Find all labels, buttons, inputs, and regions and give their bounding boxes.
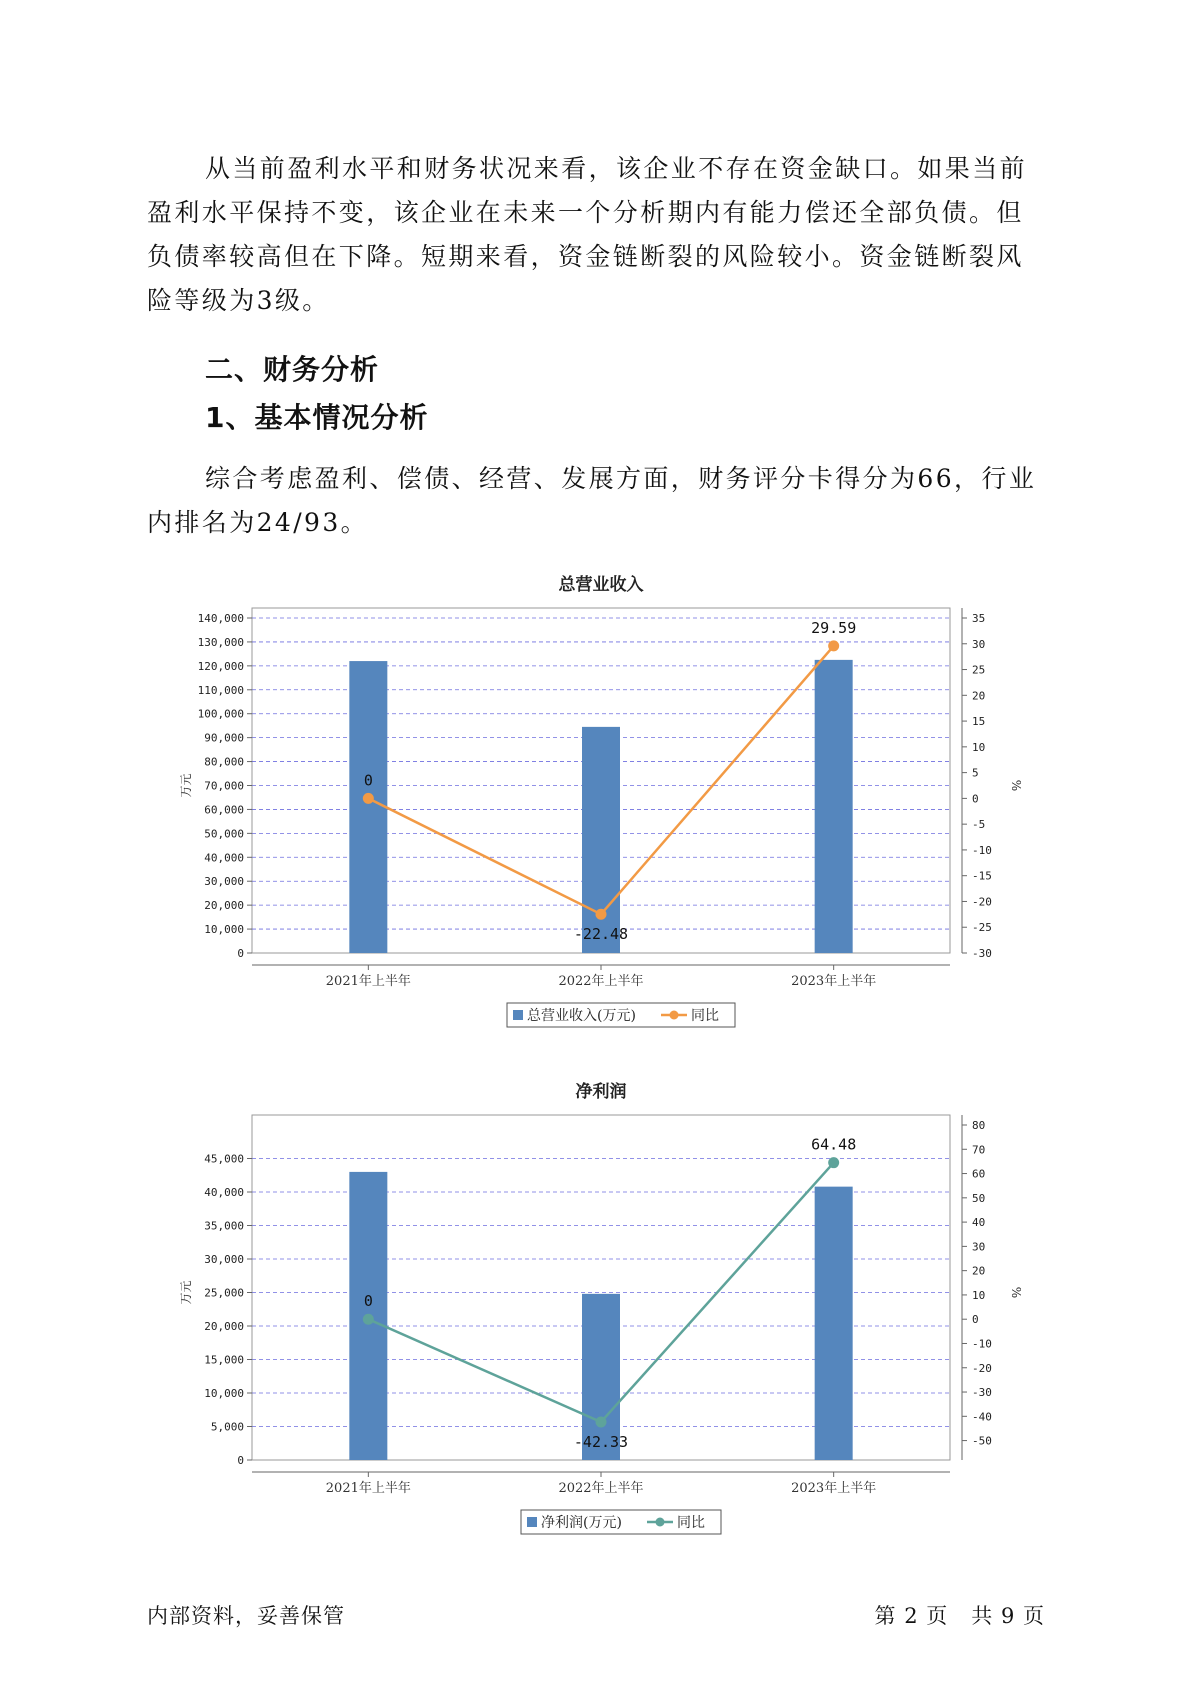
bar	[815, 1187, 853, 1460]
y-tick-label: 40,000	[204, 1186, 244, 1199]
yoy-point	[363, 793, 374, 804]
y2-tick-label: 25	[972, 663, 986, 677]
paragraph-line: 负债率较高但在下降。短期来看，资金链断裂的风险较小。资金链断裂风	[147, 242, 1024, 271]
paragraph-line: 内排名为24/93。	[147, 508, 369, 537]
y-tick-label: 0	[237, 947, 244, 960]
y2-tick-label: -25	[972, 921, 992, 935]
legend-bar-label: 净利润(万元)	[541, 1515, 622, 1531]
chart-title: 净利润	[575, 1082, 627, 1102]
y-tick-label: 10,000	[204, 923, 244, 937]
paragraph-line: 盈利水平保持不变，该企业在未来一个分析期内有能力偿还全部负债。但	[147, 198, 1024, 227]
x-tick-label: 2022年上半年	[558, 1481, 644, 1496]
y2-axis-title: %	[1009, 1286, 1023, 1299]
x-tick-label: 2023年上半年	[791, 974, 877, 989]
y-tick-label: 45,000	[204, 1152, 244, 1166]
legend-bar-label: 总营业收入(万元)	[527, 1008, 636, 1024]
paragraph-line: 综合考虑盈利、偿债、经营、发展方面，财务评分卡得分为66，行业	[205, 464, 1037, 493]
y2-tick-label: 10	[972, 1288, 986, 1302]
footer-confidential: 内部资料，妥善保管	[147, 1604, 345, 1628]
subsection-heading: 1、基本情况分析	[205, 401, 429, 434]
y-tick-label: 140,000	[197, 612, 244, 625]
x-tick-label: 2023年上半年	[791, 1481, 877, 1496]
score-paragraph	[147, 457, 1045, 545]
legend-line-marker	[656, 1518, 665, 1527]
data-label: 64.48	[811, 1135, 857, 1154]
y-tick-label: 15,000	[204, 1353, 244, 1367]
y-tick-label: 70,000	[204, 779, 244, 793]
y-tick-label: 30,000	[204, 1253, 244, 1266]
summary-paragraph	[147, 147, 1045, 323]
legend-line-label: 同比	[677, 1515, 705, 1531]
bar	[349, 661, 387, 953]
y-tick-label: 110,000	[197, 683, 244, 697]
y-tick-label: 25,000	[204, 1286, 244, 1300]
x-tick-label: 2022年上半年	[558, 974, 644, 989]
y-tick-label: 5,000	[210, 1420, 244, 1434]
y-tick-label: 90,000	[204, 731, 244, 745]
bar	[815, 660, 853, 953]
y-tick-label: 50,000	[204, 827, 244, 841]
legend-line-marker	[670, 1011, 679, 1020]
y2-axis-title: %	[1009, 779, 1023, 792]
section-heading: 二、财务分析	[205, 353, 380, 386]
y2-tick-label: 0	[972, 792, 979, 806]
y2-tick-label: 15	[972, 715, 986, 729]
y-tick-label: 100,000	[197, 707, 244, 721]
y2-tick-label: 60	[972, 1167, 986, 1181]
revenue-chart-svg	[170, 568, 1030, 1028]
y2-tick-label: -15	[972, 869, 992, 883]
y-axis-title: 万元	[179, 773, 193, 798]
y2-tick-label: -20	[972, 895, 992, 909]
y2-tick-label: 35	[972, 612, 986, 625]
yoy-point	[596, 1416, 607, 1427]
y2-tick-label: -30	[972, 1386, 992, 1400]
y2-tick-label: -50	[972, 1434, 992, 1448]
legend-bar-swatch	[513, 1010, 523, 1020]
y2-tick-label: 50	[972, 1191, 986, 1205]
yoy-point	[363, 1314, 374, 1325]
paragraph-line: 险等级为3级。	[147, 286, 330, 315]
y2-tick-label: -5	[972, 818, 986, 832]
yoy-point	[828, 1157, 839, 1168]
y2-tick-label: 20	[972, 689, 986, 703]
y2-tick-label: 30	[972, 1240, 986, 1254]
y-tick-label: 130,000	[197, 635, 244, 649]
y-tick-label: 20,000	[204, 1320, 244, 1333]
legend-line-label: 同比	[691, 1008, 719, 1024]
y2-tick-label: 70	[972, 1143, 986, 1157]
y2-tick-label: 30	[972, 637, 986, 651]
footer-page-number: 第 2 页 共 9 页	[874, 1604, 1045, 1628]
y2-tick-label: 10	[972, 740, 986, 754]
data-label: -22.48	[573, 925, 629, 944]
y2-tick-label: -10	[972, 843, 992, 857]
chart-legend	[507, 1003, 735, 1027]
data-label: 29.59	[811, 618, 857, 637]
y2-tick-label: -10	[972, 1337, 992, 1351]
data-label: -42.33	[573, 1432, 629, 1451]
yoy-point	[828, 640, 839, 651]
y2-tick-label: 5	[972, 766, 979, 780]
y-tick-label: 120,000	[197, 659, 244, 673]
y-tick-label: 60,000	[204, 803, 244, 817]
data-label: 0	[363, 1292, 373, 1311]
y2-tick-label: -30	[972, 947, 992, 960]
x-tick-label: 2021年上半年	[325, 974, 411, 989]
chart-legend	[521, 1510, 721, 1534]
y-axis-title: 万元	[179, 1280, 193, 1305]
net-profit-chart	[170, 1075, 1030, 1535]
y-tick-label: 40,000	[204, 851, 244, 865]
y-tick-label: 0	[237, 1454, 244, 1467]
data-label: 0	[363, 771, 373, 790]
y-tick-label: 30,000	[204, 875, 244, 889]
net-profit-chart-svg	[170, 1075, 1030, 1535]
y-tick-label: 35,000	[204, 1219, 244, 1233]
yoy-point	[596, 909, 607, 920]
x-tick-label: 2021年上半年	[325, 1481, 411, 1496]
y2-tick-label: 0	[972, 1313, 979, 1327]
y2-tick-label: -40	[972, 1410, 992, 1424]
revenue-chart	[170, 568, 1030, 1028]
y2-tick-label: 20	[972, 1264, 986, 1278]
y-tick-label: 20,000	[204, 899, 244, 913]
y-tick-label: 80,000	[204, 755, 244, 769]
legend-bar-swatch	[527, 1517, 537, 1527]
y-tick-label: 10,000	[204, 1387, 244, 1400]
y2-tick-label: 80	[972, 1119, 986, 1132]
y2-tick-label: 40	[972, 1216, 986, 1230]
chart-title: 总营业收入	[558, 575, 644, 595]
y2-tick-label: -20	[972, 1361, 992, 1375]
paragraph-line: 从当前盈利水平和财务状况来看，该企业不存在资金缺口。如果当前	[205, 154, 1028, 183]
